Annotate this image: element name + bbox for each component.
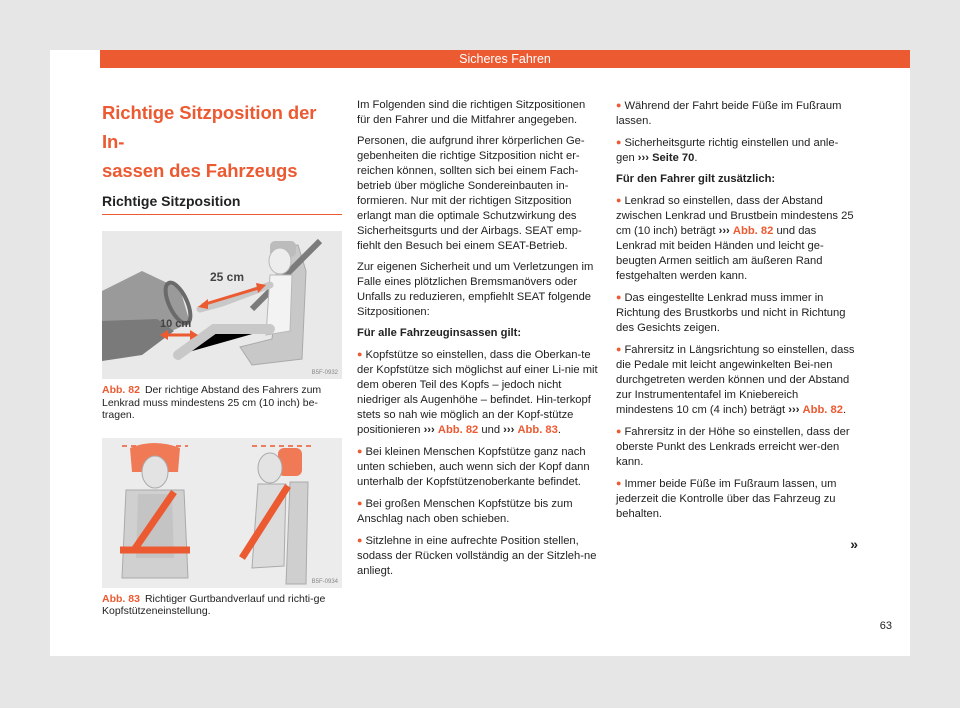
right-column	[616, 98, 856, 528]
distance-label-10cm: 10 cm	[160, 318, 192, 330]
ref-link[interactable]: Seite 70	[652, 152, 695, 164]
bullet-icon: ●	[616, 292, 622, 302]
figure-82-caption: Abb. 82 Der richtige Abstand des Fahrers zum Lenkrad muss mindestens 25 cm (10 inch) be-tragen.	[102, 384, 322, 421]
bullet-item: ● Fahrersitz in Längsrichtung so einstellen, dass die Pedale mit leicht angewinkelten Bei-nen durchgetreten werden können und der Abstand zur Instrumententafel im Kniebereich mindestens 10 cm (4 inch) beträgt ››› Abb. 82.	[616, 344, 855, 416]
page-number: 63	[879, 620, 892, 632]
paragraph: Zur eigenen Sicherheit und um Verletzungen im Falle eines plötzlichen Bremsmanövers oder Unfalls zu reduzieren, empfiehlt SEAT folgende Sitzpositionen:	[357, 261, 594, 318]
belt-headrest-illustration	[102, 438, 342, 588]
bullet-item: ● Das eingestellte Lenkrad muss immer in Richtung des Brustkorbs und nicht in Richtung des Gesichts zeigen.	[616, 292, 846, 334]
ref-arrow-icon: ›››	[718, 225, 730, 237]
manual-page	[50, 50, 910, 656]
bullet-icon: ●	[357, 498, 363, 508]
list-heading: Für den Fahrer gilt zusätzlich:	[616, 173, 776, 185]
figure-82	[102, 231, 342, 379]
bullet-icon: ●	[616, 344, 622, 354]
bullet-icon: ●	[357, 446, 363, 456]
ref-arrow-icon: ›››	[637, 152, 649, 164]
bullet-item: ● Sicherheitsgurte richtig einstellen und anle-gen ››› Seite 70.	[616, 137, 839, 164]
ref-link[interactable]: Abb. 83	[517, 424, 558, 436]
ref-link[interactable]: Abb. 82	[437, 424, 479, 436]
ref-arrow-icon: ›››	[423, 424, 435, 436]
ref-link[interactable]: Abb. 82	[732, 225, 774, 237]
left-column	[102, 98, 342, 618]
ref-link[interactable]: Abb. 82	[802, 404, 843, 416]
bullet-icon: ●	[616, 137, 622, 147]
ref-arrow-icon: ›››	[503, 424, 515, 436]
bullet-item: ● Kopfstütze so einstellen, dass die Oberkan-te der Kopfstütze sich möglichst auf einer Li-nie mit dem oberen Teil des Kopfs – jedoch nicht niedriger als Augenhöhe – befindet. Hin-terkopf stets so nah wie möglich an der Kopf-stütze positionieren ››› Abb. 82 und ››› Abb. 83.	[357, 349, 598, 436]
ref-arrow-icon: ›››	[788, 404, 800, 416]
bullet-item: ● Immer beide Füße im Fußraum lassen, um jederzeit die Kontrolle über das Fahrzeug zu behalten.	[616, 478, 837, 520]
bullet-icon: ●	[616, 478, 622, 488]
bullet-item: ● Während der Fahrt beide Füße im Fußraum lassen.	[616, 100, 842, 127]
bullet-item: ● Sitzlehne in eine aufrechte Position stellen, sodass der Rücken vollständig an der Sitzleh-ne anliegt.	[357, 535, 597, 577]
paragraph: Personen, die aufgrund ihrer körperlichen Ge-gebenheiten die richtige Sitzposition nicht er-reichen können, sollten sich bei einem Fach-betrieb über mögliche Sondereinbauten in-formieren. Nur mit der richtigen Sitzposition erlangt man die optimale Schutzwirkung des Sicherheitsgurts und der Airbags. SEAT emp-fiehlt den Besuch bei einem SEAT-Betrieb.	[357, 135, 585, 252]
list-heading: Für alle Fahrzeuginsassen gilt:	[357, 327, 522, 339]
figure-83	[102, 438, 342, 588]
paragraph: Im Folgenden sind die richtigen Sitzpositionen für den Fahrer und die Mitfahrer angegeben.	[357, 99, 586, 126]
bullet-item: ● Bei großen Menschen Kopfstütze bis zum Anschlag nach oben schieben.	[357, 498, 573, 525]
driver-seat-illustration	[102, 231, 342, 379]
bullet-icon: ●	[357, 349, 363, 359]
bullet-item: ● Bei kleinen Menschen Kopfstütze ganz nach unten schieben, auch wenn sich der Kopf dann unterhalb der Kopfstützenoberkante befindet.	[357, 446, 590, 488]
middle-column	[357, 98, 600, 585]
figure-83-caption: Abb. 83 Richtiger Gurtbandverlauf und richti-ge Kopfstützeneinstellung.	[102, 592, 326, 617]
bullet-item: ● Lenkrad so einstellen, dass der Abstand zwischen Lenkrad und Brustbein mindestens 25 cm (10 inch) beträgt ››› Abb. 82 und das Lenkrad mit beiden Händen und leicht ge-beugten Armen seitlich am äußeren Rand festgehalten werden kann.	[616, 195, 854, 282]
bullet-icon: ●	[616, 426, 622, 436]
section-subtitle: Richtige Sitzposition	[102, 193, 342, 215]
bullet-icon: ●	[616, 100, 622, 110]
page-header: Sicheres Fahren	[100, 50, 910, 68]
figure-label: Abb. 83	[102, 592, 140, 605]
bullet-icon: ●	[357, 535, 363, 545]
figure-code: B5F-0932	[311, 370, 338, 376]
bullet-item: ● Fahrersitz in der Höhe so einstellen, dass der oberste Punkt des Lenkrads erreicht wer-den kann.	[616, 426, 850, 468]
continue-icon: »	[850, 536, 858, 552]
bullet-icon: ●	[616, 195, 622, 205]
distance-label-25cm: 25 cm	[210, 270, 245, 284]
figure-label: Abb. 82	[102, 384, 140, 396]
figure-code: B5F-0934	[311, 578, 338, 585]
section-title: Richtige Sitzposition der In- sassen des Fahrzeugs	[102, 102, 317, 181]
